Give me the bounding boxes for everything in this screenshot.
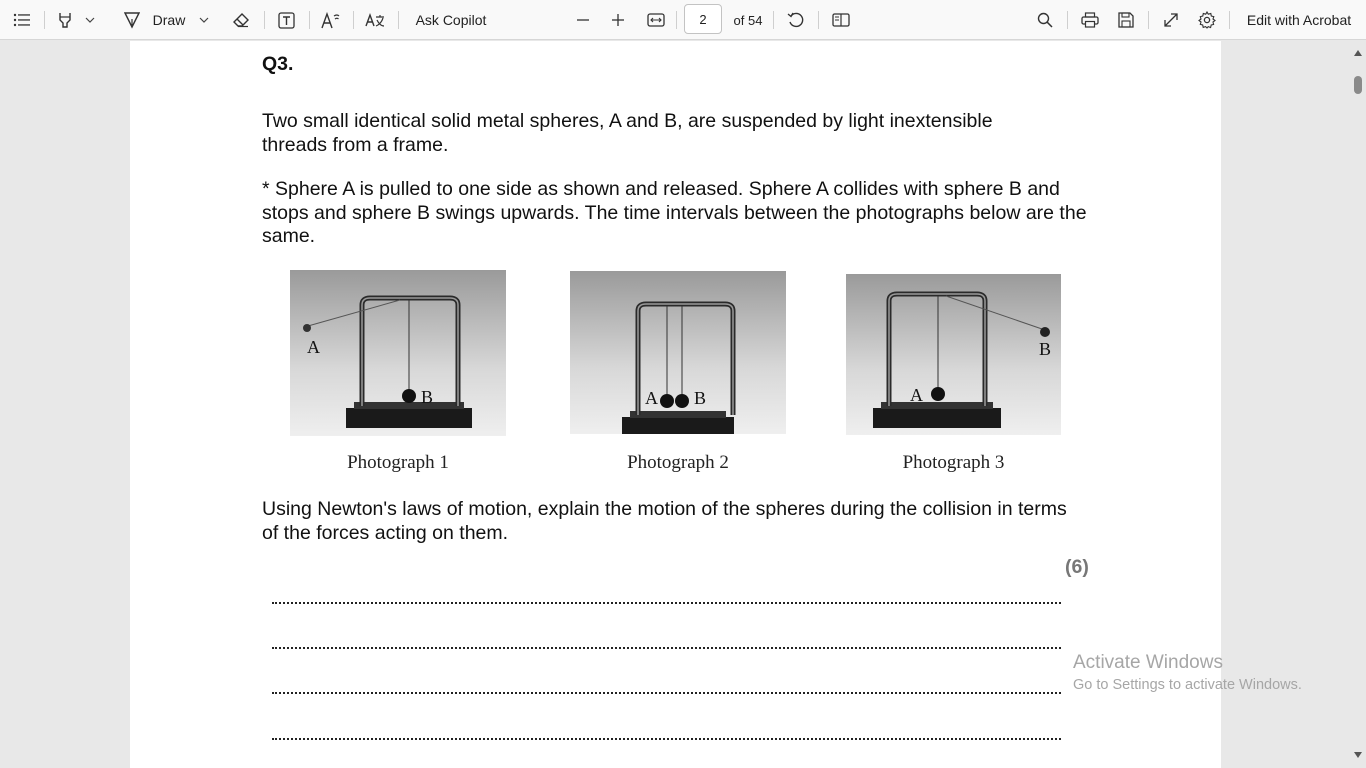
page-view-icon[interactable] bbox=[829, 0, 853, 40]
scroll-up-arrow-icon[interactable] bbox=[1354, 50, 1362, 56]
photograph-3-caption: Photograph 3 bbox=[902, 452, 1005, 473]
scrollbar-thumb[interactable] bbox=[1354, 76, 1362, 94]
answer-line[interactable] bbox=[272, 602, 1061, 604]
expand-icon[interactable] bbox=[1160, 0, 1182, 40]
toolbar-separator bbox=[353, 11, 354, 29]
vertical-scrollbar[interactable] bbox=[1350, 41, 1366, 768]
question-paragraph: Using Newton's laws of motion, explain the motion of the spheres during the collision in terms of the forces acting on them. bbox=[262, 498, 1067, 544]
eraser-icon[interactable] bbox=[230, 0, 252, 40]
print-icon[interactable] bbox=[1079, 0, 1101, 40]
photograph-2-caption: Photograph 2 bbox=[627, 452, 729, 473]
activate-windows-subtitle: Go to Settings to activate Windows. bbox=[1073, 677, 1302, 693]
translate-icon[interactable] bbox=[363, 0, 387, 40]
answer-line[interactable] bbox=[272, 738, 1061, 740]
marks-label: (6) bbox=[1065, 556, 1089, 578]
toolbar-separator bbox=[1148, 11, 1149, 29]
read-aloud-icon[interactable] bbox=[319, 0, 343, 40]
toolbar-separator bbox=[264, 11, 265, 29]
answer-line[interactable] bbox=[272, 647, 1061, 649]
photograph-1-caption: Photograph 1 bbox=[347, 452, 449, 473]
photograph-2 bbox=[570, 271, 786, 434]
sphere-a-label: A bbox=[645, 388, 658, 408]
toolbar-separator bbox=[1067, 11, 1068, 29]
zoom-out-icon[interactable] bbox=[572, 0, 594, 40]
pdf-page bbox=[130, 41, 1221, 768]
sphere-b-label: B bbox=[694, 388, 707, 408]
sphere-a-label: A bbox=[910, 385, 923, 405]
contents-menu-icon[interactable] bbox=[10, 0, 34, 40]
sphere-b-label: B bbox=[1039, 339, 1052, 359]
toolbar-separator bbox=[309, 11, 310, 29]
toolbar-separator bbox=[1229, 11, 1230, 29]
question-number: Q3. bbox=[262, 53, 294, 75]
intro-paragraph: Two small identical solid metal spheres, A and B, are suspended by light inextensible threads from a frame. bbox=[262, 110, 993, 156]
photograph-3 bbox=[846, 274, 1061, 435]
draw-chevron-down-icon[interactable] bbox=[196, 0, 212, 40]
draw-button[interactable]: Draw bbox=[152, 12, 186, 28]
sphere-b-label: B bbox=[421, 387, 434, 407]
toolbar-separator bbox=[676, 11, 677, 29]
save-icon[interactable] bbox=[1115, 0, 1137, 40]
draw-pen-icon[interactable] bbox=[122, 0, 142, 40]
rotate-icon[interactable] bbox=[785, 0, 807, 40]
toolbar-separator bbox=[44, 11, 45, 29]
toolbar-separator bbox=[773, 11, 774, 29]
photograph-1 bbox=[290, 270, 506, 436]
zoom-in-icon[interactable] bbox=[607, 0, 629, 40]
sphere-a-label: A bbox=[307, 337, 320, 357]
fit-width-icon[interactable] bbox=[644, 0, 668, 40]
text-box-icon[interactable] bbox=[275, 0, 297, 40]
toolbar-separator bbox=[818, 11, 819, 29]
search-icon[interactable] bbox=[1034, 0, 1056, 40]
edit-with-acrobat-button[interactable]: Edit with Acrobat bbox=[1246, 12, 1352, 28]
procedure-paragraph: * Sphere A is pulled to one side as shown and released. Sphere A collides with sphere B and stops and sphere B swings upwards. The time intervals between the photographs below are the same. bbox=[262, 178, 1087, 247]
activate-windows-title: Activate Windows bbox=[1073, 652, 1223, 673]
toolbar-separator bbox=[398, 11, 399, 29]
highlight-icon[interactable] bbox=[54, 0, 76, 40]
answer-line[interactable] bbox=[272, 692, 1061, 694]
page-number-input[interactable]: 2 bbox=[684, 4, 722, 34]
highlight-chevron-down-icon[interactable] bbox=[82, 0, 98, 40]
scroll-down-arrow-icon[interactable] bbox=[1354, 752, 1362, 758]
gear-icon[interactable] bbox=[1196, 0, 1218, 40]
ask-copilot-button[interactable]: Ask Copilot bbox=[415, 12, 487, 28]
pdf-toolbar bbox=[0, 0, 1366, 40]
page-total-label: of 54 bbox=[733, 12, 763, 28]
